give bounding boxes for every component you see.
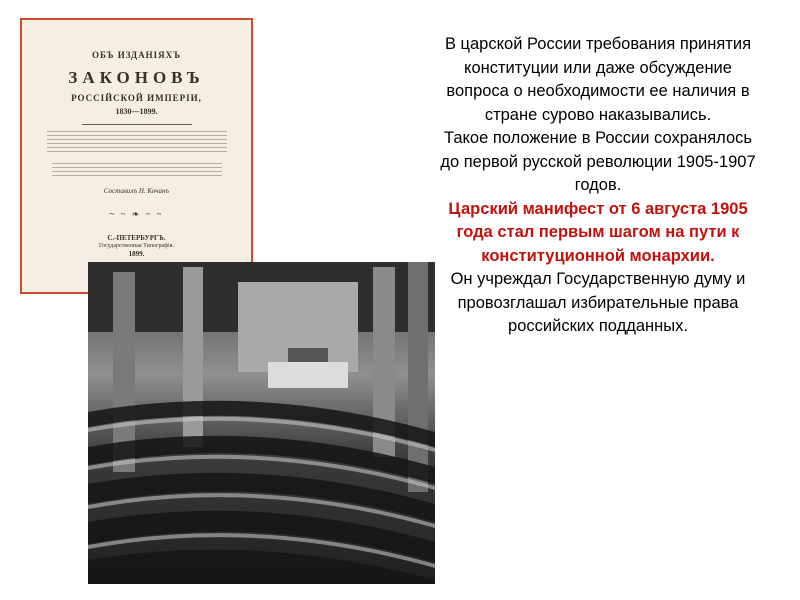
book-years: 1830—1899. bbox=[115, 107, 158, 116]
book-divider bbox=[82, 124, 192, 125]
book-line1: ОБЪ ИЗДАНІЯХЪ bbox=[91, 50, 182, 60]
book-fine-print bbox=[47, 131, 227, 153]
book-ornament: ~ ~ ❧ ~ ~ bbox=[109, 209, 164, 219]
book-pub-press: Государственная Типографія. bbox=[99, 243, 174, 249]
duma-hall-photo bbox=[88, 262, 435, 584]
book-title: ЗАКОНОВЪ bbox=[68, 68, 205, 87]
book-pub-city: С.-ПЕТЕРБУРГЪ. bbox=[107, 234, 166, 242]
book-line3: РОССІЙСКОЙ ИМПЕРІИ, bbox=[71, 93, 202, 103]
book-title-page-image bbox=[20, 18, 253, 294]
highlight-paragraph: Царский манифест от 6 августа 1905 года стал первым шагом на пути к конституционной монархии. bbox=[448, 199, 748, 265]
book-author: Составилъ Н. Кочанъ bbox=[103, 187, 170, 195]
duma-hall-photo-drawing bbox=[88, 262, 435, 584]
book-fine-print-2 bbox=[52, 163, 222, 177]
paragraph-3: Он учреждал Государственную думу и провозглашал избирательные права российских подданных. bbox=[450, 270, 746, 335]
book-pub-year: 1899. bbox=[128, 250, 145, 258]
paragraph-2: Такое положение в России сохранялось до первой русской революции 1905-1907 годов. bbox=[440, 129, 756, 194]
paragraph-1: В царской России требования принятия конституции или даже обсуждение вопроса о необходимости ее наличия в стране сурово наказывались. bbox=[444, 35, 752, 124]
main-text bbox=[440, 33, 756, 339]
